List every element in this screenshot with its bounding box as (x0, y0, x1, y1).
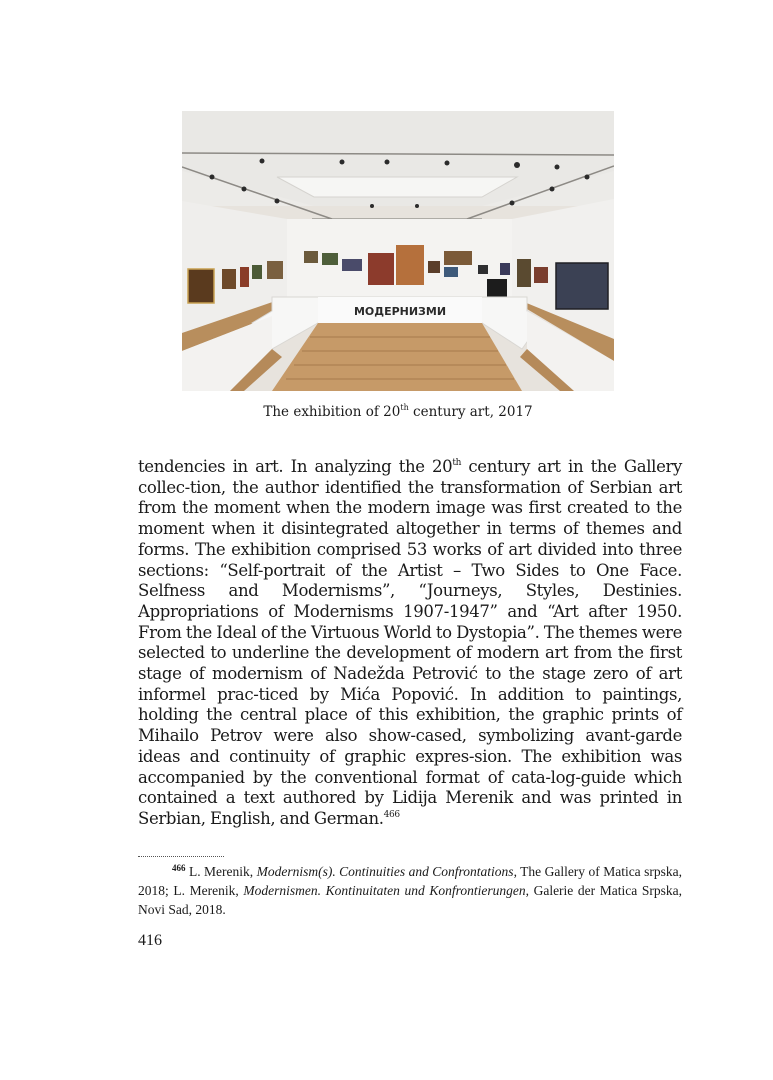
exhibition-photo (182, 111, 614, 391)
exhibition-sign: МОДЕРНИЗМИ (353, 305, 447, 318)
body-paragraph: tendencies in art. In analyzing the 20th century art in the Gallery collec-tion, the author identified the transformation of Serbian art from the moment when the modern image was first created to the moment when it disintegrated altogether in terms of themes and forms. The exhibition comprised 53 works of art divided into three sections: “Self-portrait of the Artist – Two Sides to One Face. Selfness and Modernisms”, “Journeys, Styles, Destinies. Appropriations of Modernisms 1907-1947” and “Art after 1950. From the Ideal of the Virtuous World to Dystopia”. The themes were selected to underline the development of modern art from the first stage of modernism of Nadežda Petrović to the stage zero of art informel prac-ticed by Mića Popović. In addition to paintings, holding the central place of this exhibition, the graphic prints of Mihailo Petrov were also show-cased, symbolizing avant-garde ideas and continuity of graphic expres-sion. The exhibition was accompanied by the conventional format of cata-log-guide which contained a text authored by Lidija Merenik and was printed in Serbian, English, and German.$^{466}$ (138, 457, 682, 828)
footnote-reference[interactable]: 466 (383, 809, 400, 820)
gallery-interior-illustration (182, 111, 614, 391)
footnote-divider (138, 856, 224, 857)
page-number: 416 (138, 932, 162, 949)
figure-caption: The exhibition of 20th century art, 2017 (263, 403, 533, 420)
footnote: $^{466}$ L. Merenik, Modernism(s). Continuities and Confrontations, The Gallery of Matica srpska, 2018; L. Merenik, Modernismen. Kontinuitaten und Konfrontierungen, Galerie der Matica Srpska, Novi Sad, 2018. (138, 863, 682, 917)
footnote-number: 466 (172, 863, 186, 873)
